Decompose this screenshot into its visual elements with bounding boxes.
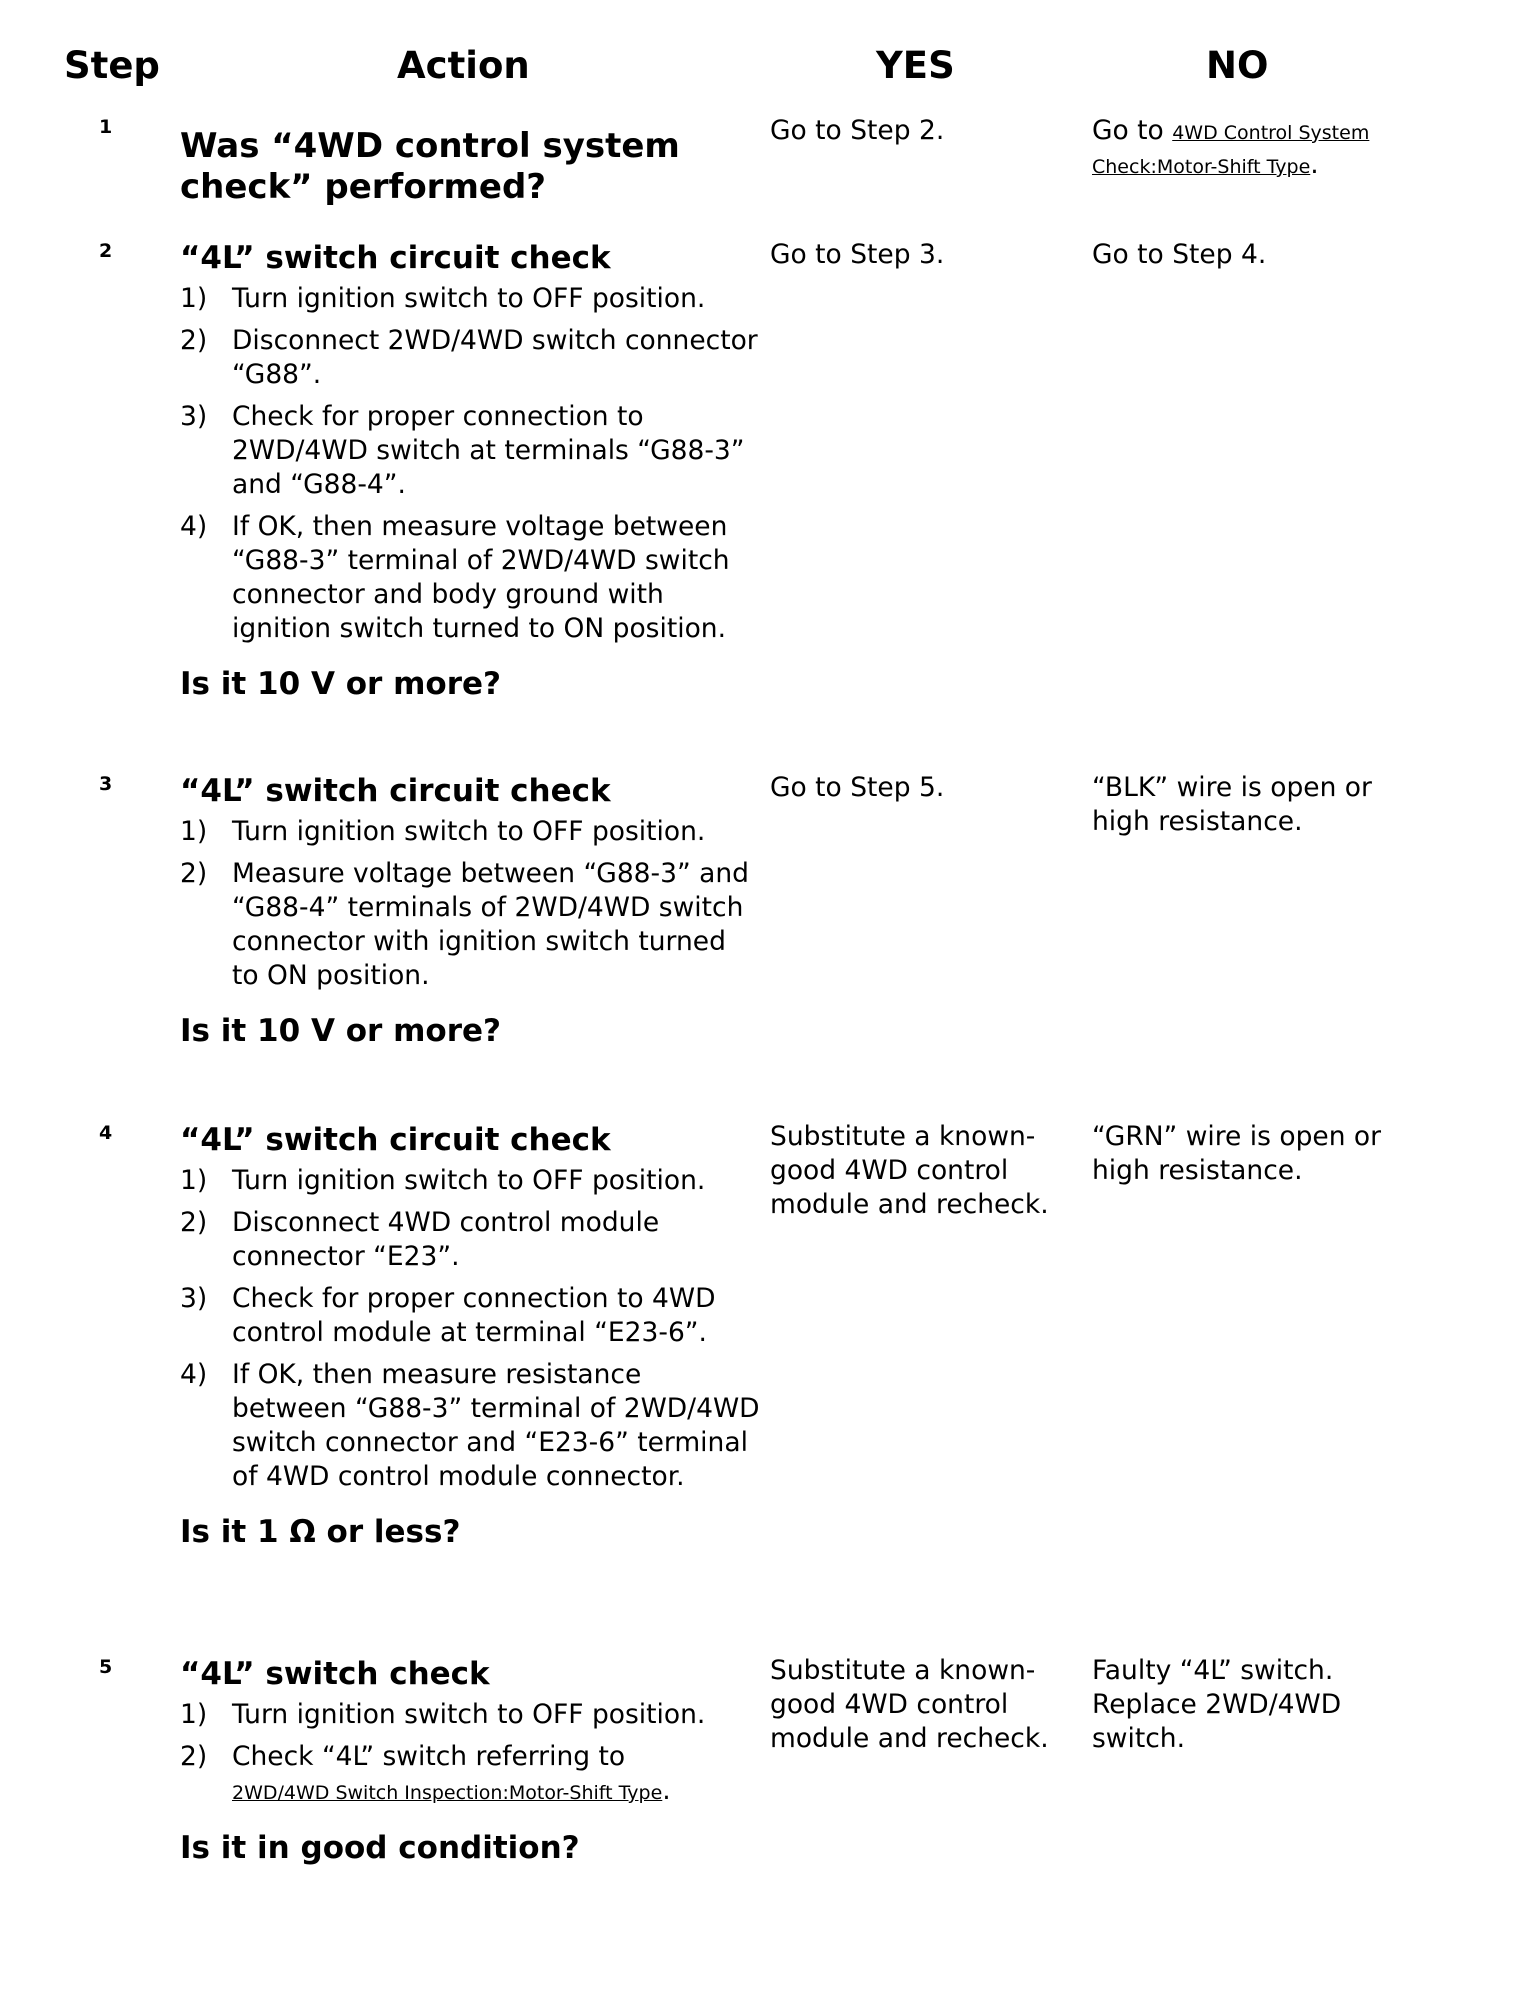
yes-cell: Substitute a known-good 4WD control module and recheck. (770, 1121, 1049, 1220)
list-item (180, 1282, 760, 1350)
list-item (180, 1740, 760, 1810)
item-text: Check for proper connection to 4WD control module at terminal “E23-6”. (232, 1283, 716, 1348)
item-number: 2) (180, 1741, 208, 1772)
no-cell: “GRN” wire is open or high resistance. (1092, 1121, 1382, 1186)
yes-cell: Substitute a known-good 4WD control module and recheck. (770, 1655, 1049, 1754)
item-text: Turn ignition switch to OFF position. (232, 816, 706, 847)
action-cell (180, 1120, 760, 1552)
list-item (180, 400, 760, 502)
item-number: 2) (180, 1207, 208, 1238)
header-step: Step (64, 44, 160, 87)
list-item (180, 815, 760, 849)
item-text: Turn ignition switch to OFF position. (232, 1165, 706, 1196)
list-item (180, 857, 760, 993)
row-question: Is it 1 Ω or less? (180, 1514, 461, 1550)
step-number: 4 (99, 1122, 113, 1144)
action-cell (180, 126, 760, 208)
item-number: 2) (180, 858, 208, 889)
row-question: Is it 10 V or more? (180, 666, 502, 702)
header-action: Action (397, 44, 530, 87)
item-text: Turn ignition switch to OFF position. (232, 283, 706, 314)
no-link[interactable]: 4WD Control System Check:Motor-Shift Type (1092, 122, 1370, 178)
list-item (180, 282, 760, 316)
step-number: 5 (99, 1656, 113, 1678)
yes-cell: Go to Step 2. (770, 115, 945, 146)
item-number: 2) (180, 325, 208, 356)
row-title: “4L” switch circuit check (180, 1122, 611, 1158)
row-question: Is it in good condition? (180, 1830, 580, 1866)
instruction-list (180, 282, 760, 646)
no-text: Go to (1092, 115, 1164, 146)
no-cell: Faulty “4L” switch. Replace 2WD/4WD switch. (1092, 1655, 1342, 1754)
item-text: If OK, then measure resistance between “G88-3” terminal of 2WD/4WD switch connector and “E23-6” terminal of 4WD control module connector. (232, 1359, 760, 1492)
action-cell (180, 238, 760, 704)
action-cell (180, 1654, 760, 1868)
no-cell: “BLK” wire is open or high resistance. (1092, 772, 1372, 837)
item-number: 3) (180, 401, 208, 432)
instruction-list (180, 815, 760, 993)
row-title: Was “4WD control system check” performed? (180, 126, 680, 207)
item-text: Turn ignition switch to OFF position. (232, 1699, 706, 1730)
item-text: Check for proper connection to 2WD/4WD switch at terminals “G88-3” and “G88-4”. (232, 401, 745, 500)
row-title: “4L” switch circuit check (180, 773, 611, 809)
row-question: Is it 10 V or more? (180, 1013, 502, 1049)
step-number: 1 (99, 116, 113, 138)
row-title: “4L” switch check (180, 1656, 490, 1692)
no-suffix: . (1310, 149, 1319, 180)
list-item (180, 510, 760, 646)
item-number: 4) (180, 1359, 208, 1390)
instruction-list (180, 1164, 760, 1494)
inspection-link[interactable]: 2WD/4WD Switch Inspection:Motor-Shift Type (232, 1782, 663, 1804)
item-number: 1) (180, 816, 208, 847)
item-suffix: . (662, 1775, 671, 1806)
yes-cell: Go to Step 3. (770, 239, 945, 270)
item-text: If OK, then measure voltage between “G88-3” terminal of 2WD/4WD switch connector and body ground with ignition switch turned to ON position. (232, 511, 730, 644)
item-number: 4) (180, 511, 208, 542)
yes-cell: Go to Step 5. (770, 772, 945, 803)
action-cell (180, 771, 760, 1051)
list-item (180, 1358, 760, 1494)
item-number: 1) (180, 1699, 208, 1730)
item-text: Disconnect 4WD control module connector “E23”. (232, 1207, 660, 1272)
list-item (180, 1206, 760, 1274)
item-text: Measure voltage between “G88-3” and “G88-4” terminals of 2WD/4WD switch connector with ignition switch turned to ON position. (232, 858, 749, 991)
no-cell (1092, 114, 1412, 182)
item-number: 1) (180, 283, 208, 314)
no-cell: Go to Step 4. (1092, 239, 1267, 270)
step-number: 3 (99, 773, 113, 795)
item-text: Check “4L” switch referring to (232, 1741, 626, 1772)
instruction-list (180, 1698, 760, 1810)
row-title: “4L” switch circuit check (180, 240, 611, 276)
header-yes: YES (876, 44, 955, 87)
step-number: 2 (99, 240, 113, 262)
list-item (180, 324, 760, 392)
item-text: Disconnect 2WD/4WD switch connector “G88”. (232, 325, 758, 390)
list-item (180, 1164, 760, 1198)
item-number: 3) (180, 1283, 208, 1314)
item-number: 1) (180, 1165, 208, 1196)
header-no: NO (1206, 44, 1269, 87)
list-item (180, 1698, 760, 1732)
